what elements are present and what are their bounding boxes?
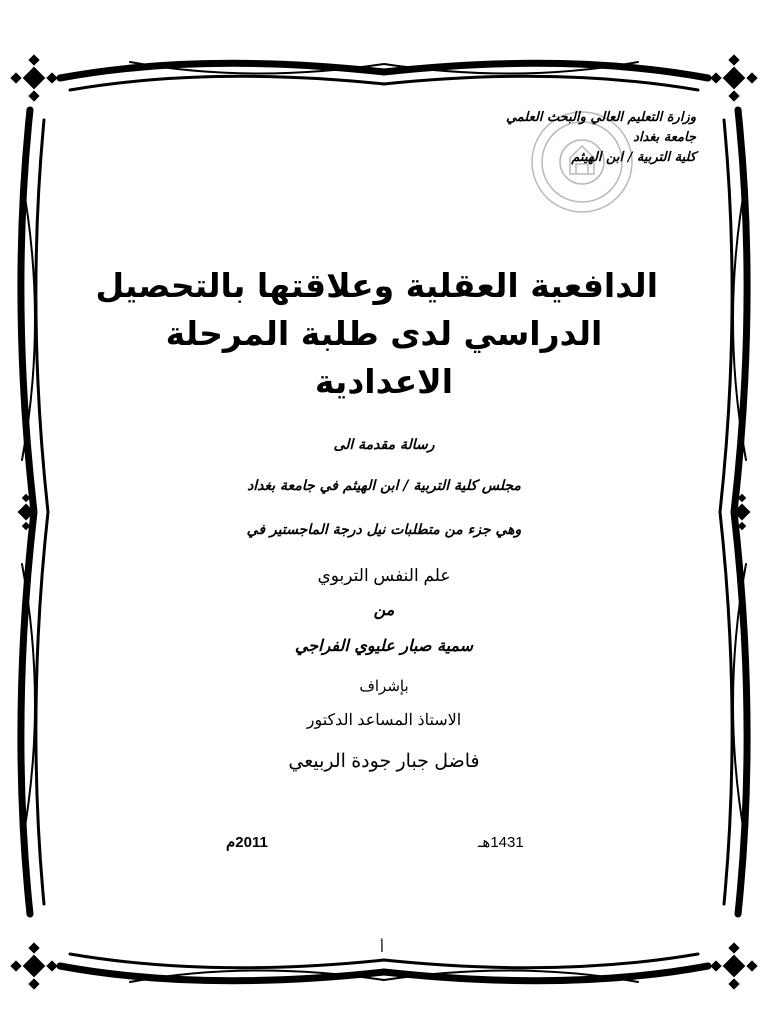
thesis-title bbox=[95, 262, 658, 406]
title-line-3: الاعدادية bbox=[314, 362, 454, 401]
university-name: جامعة بغداد bbox=[633, 130, 696, 145]
hijri-date: 1431هـ bbox=[478, 834, 524, 851]
field-of-study: علم النفس التربوي bbox=[317, 566, 451, 585]
author-name: سمية صبار عليوي الفراجي bbox=[294, 636, 474, 655]
ministry-header bbox=[456, 108, 696, 168]
gregorian-date: 2011م bbox=[226, 834, 268, 851]
degree-requirement: وهي جزء من متطلبات نيل درجة الماجستير في bbox=[246, 522, 522, 538]
council-line: مجلس كلية التربية / ابن الهيثم في جامعة بغداد bbox=[247, 478, 521, 494]
title-line-2: الدراسي لدى طلبة المرحلة bbox=[165, 314, 603, 353]
title-line-1: الدافعية العقلية وعلاقتها بالتحصيل bbox=[95, 266, 658, 305]
ministry-name: وزارة التعليم العالي والبحث العلمي bbox=[505, 110, 696, 125]
supervisor-rank: الاستاذ المساعد الدكتور bbox=[306, 712, 462, 729]
page-number: أ bbox=[380, 941, 384, 956]
from-label: من bbox=[373, 600, 395, 619]
supervisor-name: فاضل جبار جودة الربيعي bbox=[288, 751, 480, 772]
supervision-label: بإشراف bbox=[359, 678, 409, 695]
submitted-to: رسالة مقدمة الى bbox=[333, 437, 435, 453]
college-name: كلية التربية / ابن الهيثم bbox=[571, 150, 696, 165]
